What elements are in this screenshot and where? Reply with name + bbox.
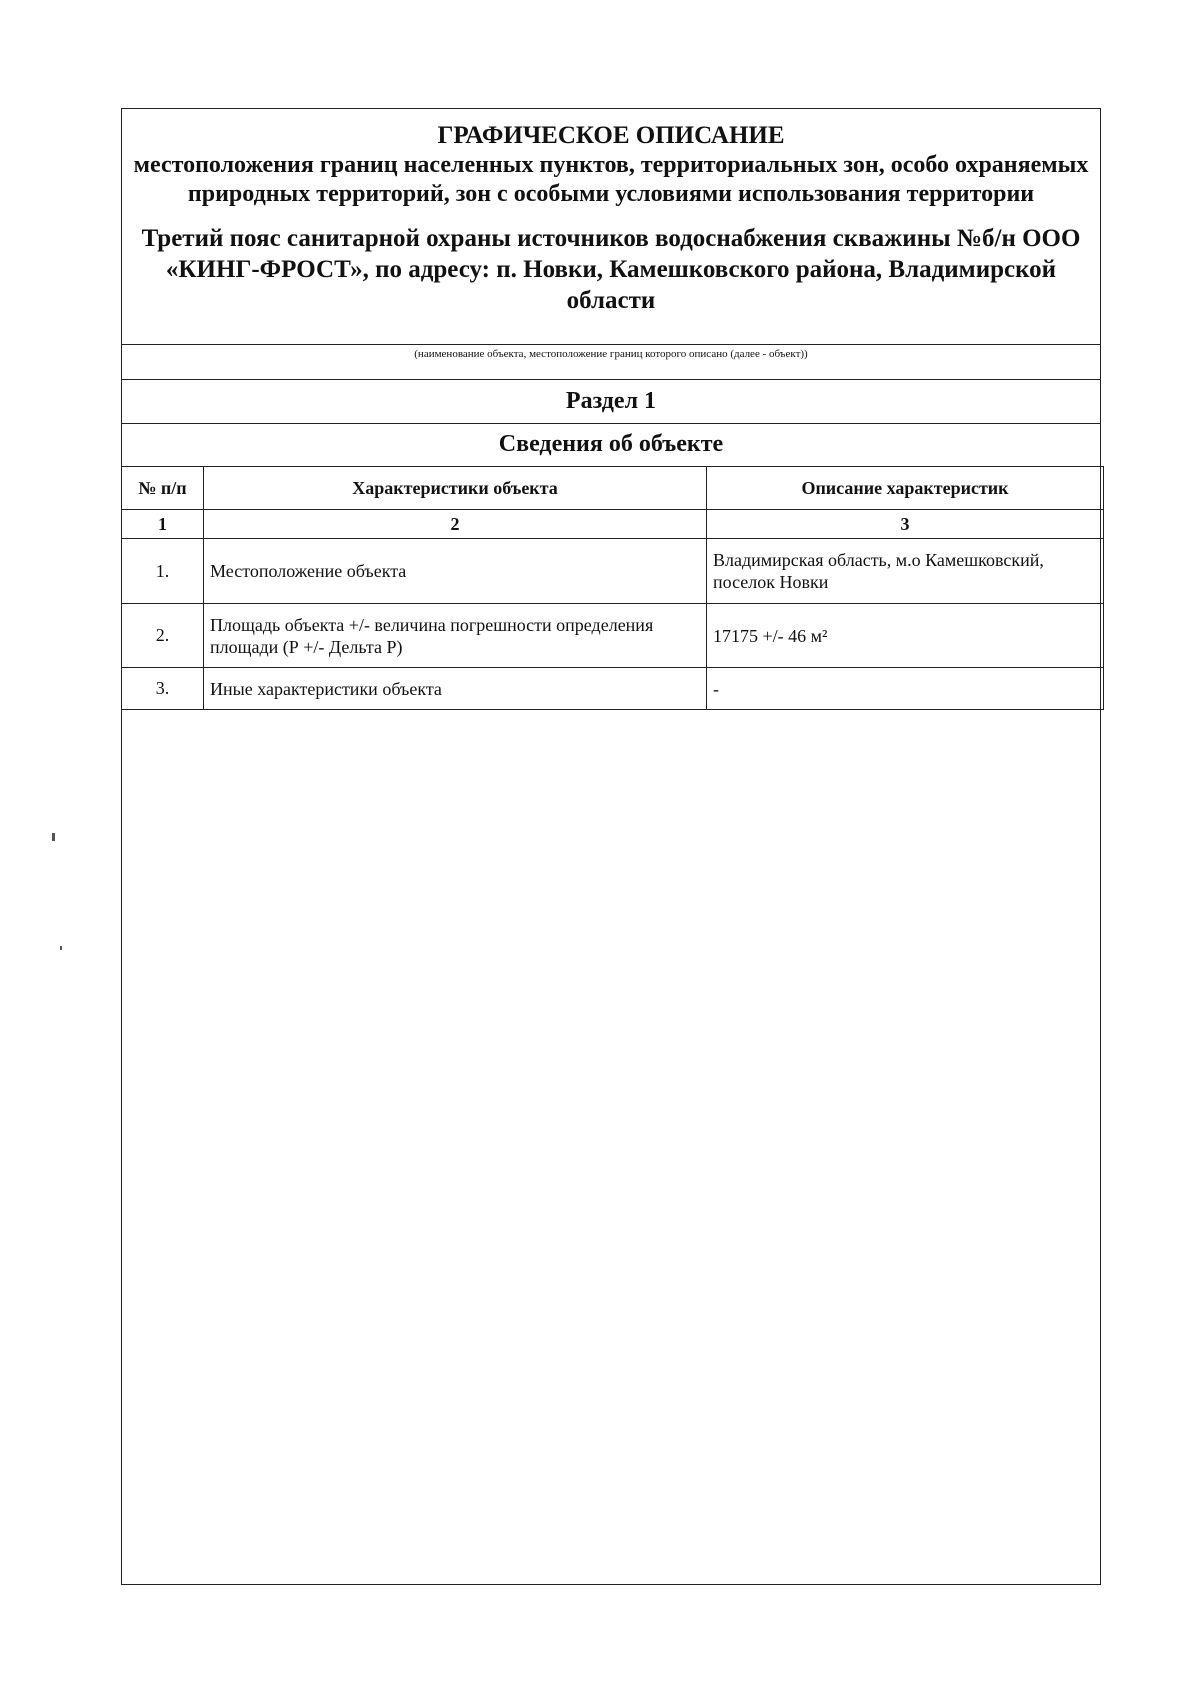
header-characteristic: Характеристики объекта [204, 467, 707, 510]
table-row [122, 668, 1104, 710]
row-number: 3. [122, 668, 204, 710]
header-index: № п/п [122, 467, 204, 510]
object-properties-table [121, 466, 1104, 710]
header-description: Описание характеристик [707, 467, 1104, 510]
document-frame [121, 108, 1101, 1585]
column-number: 2 [204, 510, 707, 539]
row-description: Владимирская область, м.о Камешковский, поселок Новки [707, 539, 1104, 604]
title-block [122, 121, 1100, 316]
row-description: - [707, 668, 1104, 710]
column-numbers-row [122, 510, 1104, 539]
column-number: 1 [122, 510, 204, 539]
scan-speck [52, 833, 55, 841]
divider-line [122, 344, 1100, 345]
document-subtitle: местоположения границ населенных пунктов, территориальных зон, особо охраняемых природных территорий, зон с особыми условиями использования территории [133, 152, 1089, 207]
column-number: 3 [707, 510, 1104, 539]
row-number: 2. [122, 604, 204, 668]
divider-line [122, 379, 1100, 380]
row-characteristic: Местоположение объекта [204, 539, 707, 604]
section-title: Раздел 1 [565, 388, 657, 414]
row-description: 17175 +/- 46 м² [707, 604, 1104, 668]
table-header-row [122, 467, 1104, 510]
row-number: 1. [122, 539, 204, 604]
object-name: Третий пояс санитарной охраны источников водоснабжения скважины №б/н ООО «КИНГ-ФРОСТ», по адресу: п. Новки, Камешковского района, Владимирской области [141, 225, 1081, 314]
scan-speck [60, 946, 62, 950]
table-row [122, 539, 1104, 604]
object-name-caption: (наименование объекта, местоположение границ которого описано (далее - объект)) [414, 348, 808, 360]
table-row [122, 604, 1104, 668]
row-characteristic: Иные характеристики объекта [204, 668, 707, 710]
row-characteristic: Площадь объекта +/- величина погрешности определения площади (Р +/- Дельта Р) [204, 604, 707, 668]
divider-line [122, 423, 1100, 424]
document-title: ГРАФИЧЕСКОЕ ОПИСАНИЕ [437, 122, 785, 149]
section-subtitle: Сведения об объекте [498, 431, 724, 457]
